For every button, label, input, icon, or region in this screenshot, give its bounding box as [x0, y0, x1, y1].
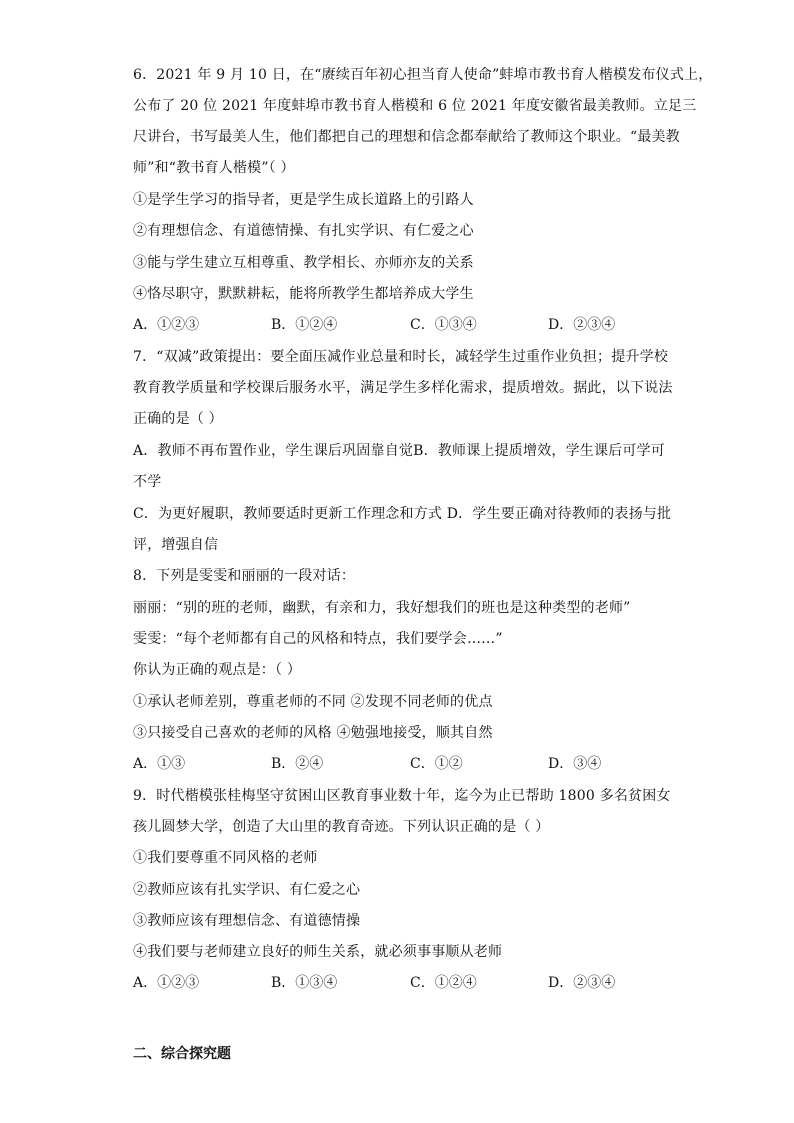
q9-line-1: 9．时代楷模张桂梅坚守贫困山区教育事业数十年，迄今为止已帮助 1800 多名贫困女 — [133, 788, 671, 804]
q6-line-2: 公布了 20 位 2021 年度蚌埠市教书育人楷模和 6 位 2021 年度安徽省最美教师。立足三 — [133, 98, 697, 114]
q8-line-2: 丽丽：“别的班的老师，幽默，有亲和力，我好想我们的班也是这种类型的老师” — [133, 600, 631, 616]
q6-line-3: 尺讲台，书写最美人生，他们都把自己的理想和信念都奉献给了教师这个职业。“最美教 — [133, 129, 680, 145]
q8-option-c: C．①② — [410, 756, 463, 772]
q8-option-b: B．②④ — [271, 756, 324, 772]
q8-line-1: 8．下列是雯雯和丽丽的一段对话： — [133, 568, 356, 584]
q6-option-a: A．①②③ — [133, 317, 200, 333]
q6-statement-1: ①是学生学习的指导者，更是学生成长道路上的引路人 — [133, 192, 474, 208]
q9-statement-3: ③教师应该有理想信念、有道德情操 — [133, 913, 361, 929]
q6-statement-3: ③能与学生建立互相尊重、教学相长、亦师亦友的关系 — [133, 255, 474, 271]
q6-line-1: 6．2021 年 9 月 10 日，在“赓续百年初心担当育人使命”蚌埠市教书育人楷模发布仪式上， — [133, 67, 713, 83]
q9-option-b: B．①③④ — [271, 975, 338, 991]
q6-option-d: D．②③④ — [548, 317, 616, 333]
q9-line-2: 孩儿圆梦大学，创造了大山里的教育奇迹。下列认识正确的是（ ） — [133, 819, 550, 835]
q8-statement-34: ③只接受自己喜欢的老师的风格 ④勉强地接受，顺其自然 — [133, 725, 493, 741]
q6-statement-2: ②有理想信念、有道德情操、有扎实学识、有仁爱之心 — [133, 223, 474, 239]
q8-line-3: 雯雯：“每个老师都有自己的风格和特点，我们要学会……” — [133, 631, 503, 647]
q6-statement-4: ④恪尽职守，默默耕耘，能将所教学生都培养成大学生 — [133, 286, 474, 302]
q6-option-c: C．①③④ — [410, 317, 477, 333]
q7-line-1: 7．“双减”政策提出：要全面压减作业总量和时长，减轻学生过重作业负担；提升学校 — [133, 349, 669, 365]
q8-option-d: D．③④ — [548, 756, 602, 772]
q8-option-a: A．①③ — [133, 756, 186, 772]
q6-option-b: B．①②④ — [271, 317, 338, 333]
q7-option-cd: C．为更好履职，教师要适时更新工作理念和方式 D．学生要正确对待教师的表扬与批 — [133, 506, 672, 522]
section-heading: 二、综合探究题 — [133, 1046, 231, 1062]
q9-statement-4: ④我们要与老师建立良好的师生关系，就必须事事顺从老师 — [133, 944, 503, 960]
q7-line-2: 教育教学质量和学校课后服务水平，满足学生多样化需求，提质增效。据此，以下说法 — [133, 380, 673, 396]
q7-option-ab: A．教师不再布置作业，学生课后巩固靠自觉B．教师课上提质增效，学生课后可学可 — [133, 443, 665, 459]
q9-option-c: C．①②④ — [410, 975, 477, 991]
q9-option-a: A．①②③ — [133, 975, 200, 991]
q8-statement-12: ①承认老师差别，尊重老师的不同 ②发现不同老师的优点 — [133, 694, 493, 710]
q7-line-3: 正确的是（ ） — [133, 411, 223, 427]
q9-statement-2: ②教师应该有扎实学识、有仁爱之心 — [133, 882, 361, 898]
q9-statement-1: ①我们要尊重不同风格的老师 — [133, 850, 318, 866]
q6-line-4: 师”和“教书育人楷模”（ ） — [133, 160, 295, 176]
q9-option-d: D．②③④ — [548, 975, 616, 991]
q7-option-cd-cont: 评，增强自信 — [133, 537, 219, 553]
q7-option-ab-cont: 不学 — [133, 474, 162, 490]
q8-line-4: 你认为正确的观点是：（ ） — [133, 662, 302, 678]
